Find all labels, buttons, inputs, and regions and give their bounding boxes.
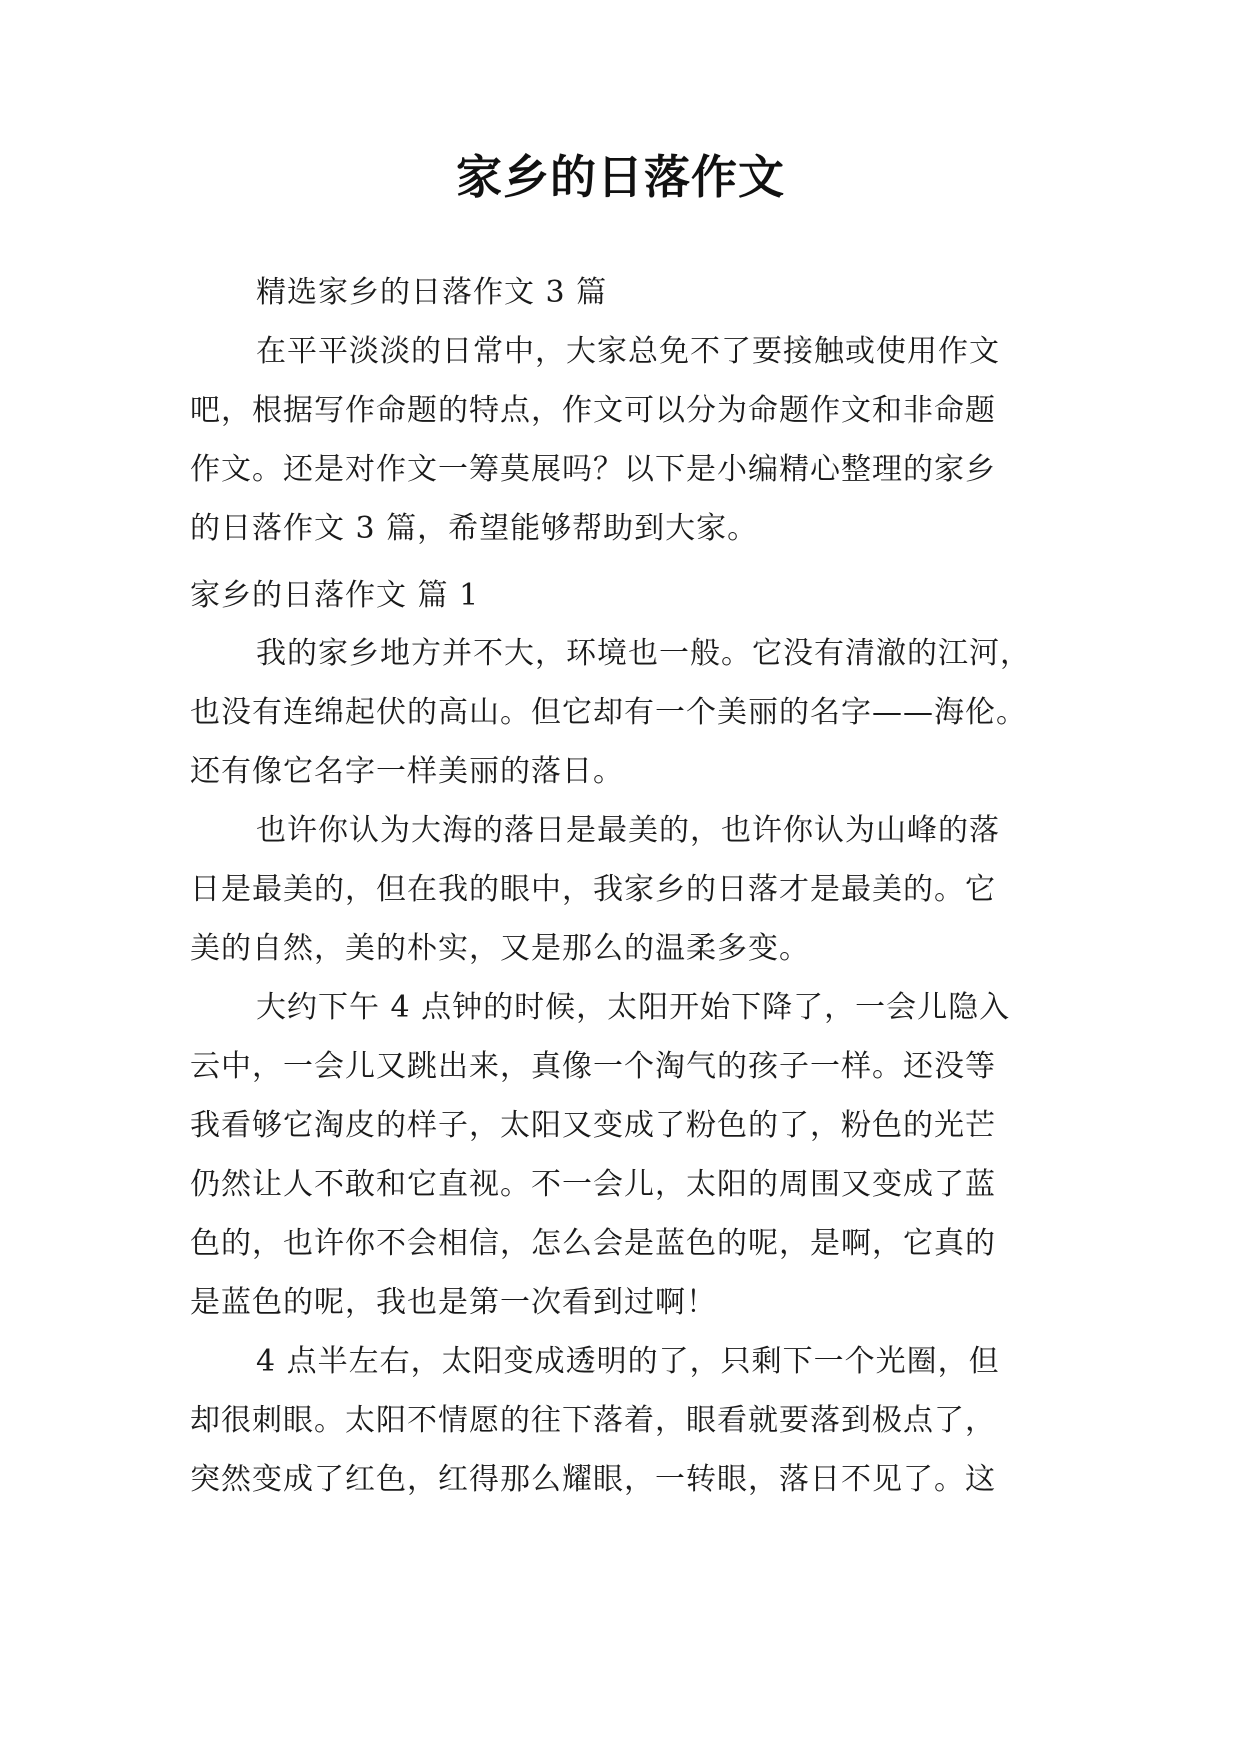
intro-line: 吧，根据写作命题的特点，作文可以分为命题作文和非命题 [190,393,996,428]
essay-line: 云中，一会儿又跳出来，真像一个淘气的孩子一样。还没等 [190,1049,996,1084]
essay-line: 也没有连绵起伏的高山。但它却有一个美丽的名字——海伦。 [190,695,1027,730]
section-heading-block [190,566,1055,625]
essay-line: 是蓝色的呢，我也是第一次看到过啊！ [190,1285,717,1320]
essay-line: 色的，也许你不会相信，怎么会是蓝色的呢，是啊，它真的 [190,1226,996,1261]
essay-line: 我的家乡地方并不大，环境也一般。它没有清澈的江河， [256,636,1031,671]
essay-line: 突然变成了红色，红得那么耀眼，一转眼，落日不见了。这 [190,1462,996,1497]
intro-line: 在平平淡淡的日常中，大家总免不了要接触或使用作文 [256,334,1000,369]
essay-section [190,624,1055,1509]
essay-line: 也许你认为大海的落日是最美的，也许你认为山峰的落 [256,813,1000,848]
essay-line: 却很刺眼。太阳不情愿的往下落着，眼看就要落到极点了， [190,1403,996,1438]
section-heading: 家乡的日落作文 篇 1 [190,578,480,613]
intro-line: 的日落作文 3 篇，希望能够帮助到大家。 [190,511,759,546]
essay-line: 我看够它淘皮的样子，太阳又变成了粉色的了，粉色的光芒 [190,1108,996,1143]
document-title: 家乡的日落作文 [456,150,785,204]
essay-line: 仍然让人不敢和它直视。不一会儿，太阳的周围又变成了蓝 [190,1167,996,1202]
intro-section [190,263,1055,558]
essay-line: 大约下午 4 点钟的时候，太阳开始下降了，一会儿隐入 [256,990,1011,1025]
essay-line: 美的自然，美的朴实，又是那么的温柔多变。 [190,931,810,966]
essay-line: 日是最美的，但在我的眼中，我家乡的日落才是最美的。它 [190,872,996,907]
essay-line: 还有像它名字一样美丽的落日。 [190,754,624,789]
intro-line: 作文。还是对作文一筹莫展吗？以下是小编精心整理的家乡 [190,452,996,487]
intro-line: 精选家乡的日落作文 3 篇 [256,275,608,310]
essay-line: 4 点半左右，太阳变成透明的了，只剩下一个光圈，但 [256,1344,1000,1379]
